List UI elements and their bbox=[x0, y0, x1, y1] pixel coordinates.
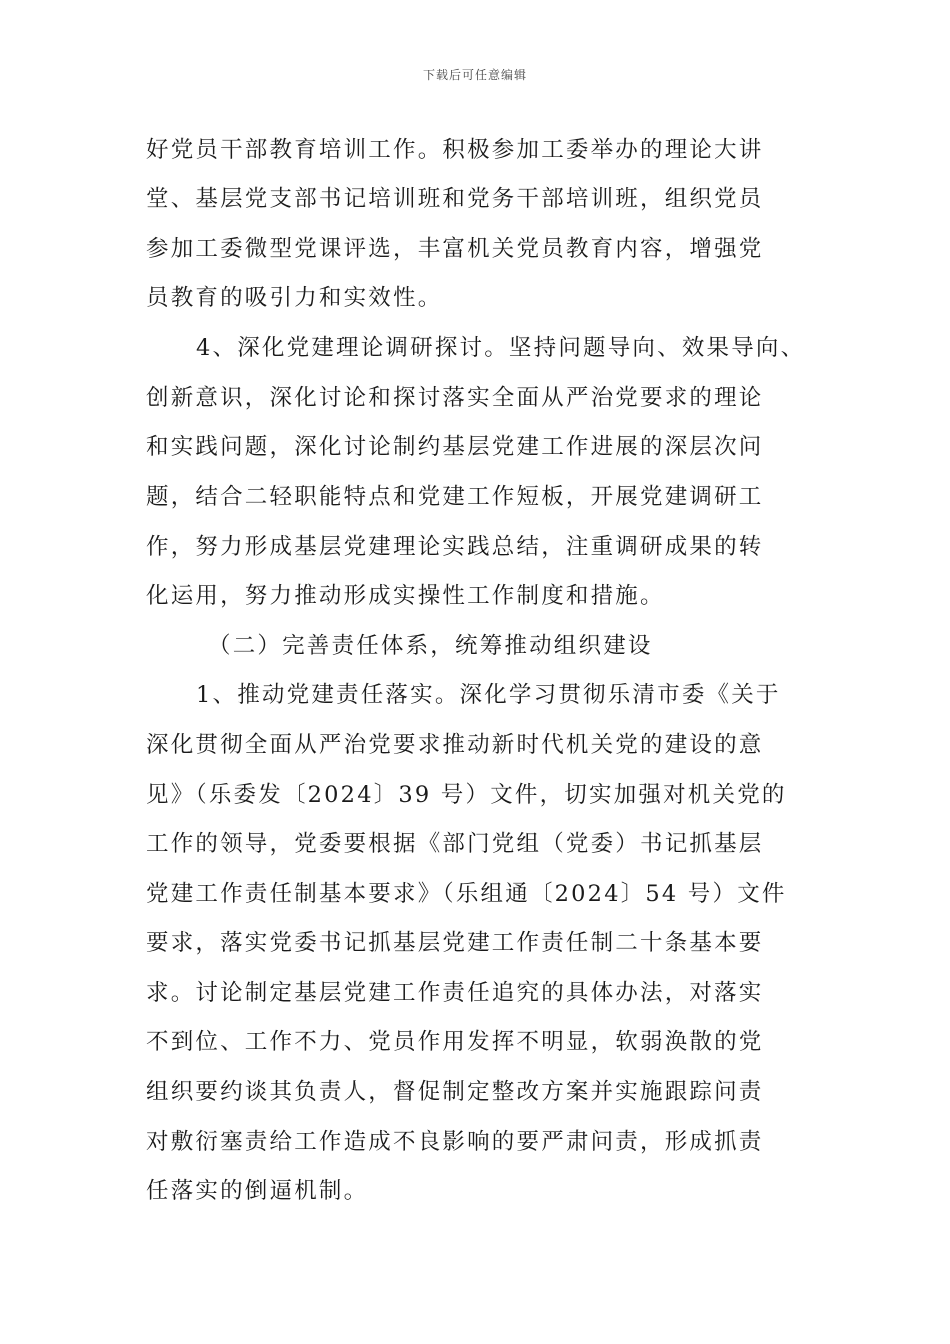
paragraph-line: 好党员干部教育培训工作。积极参加工委举办的理论大讲 bbox=[146, 137, 764, 163]
paragraph-line: 创新意识，深化讨论和探讨落实全面从严治党要求的理论 bbox=[146, 385, 764, 411]
paragraph-line: 深化贯彻全面从严治党要求推动新时代机关党的建设的意 bbox=[146, 732, 764, 758]
paragraph-line: 1、推动党建责任落实。深化学习贯彻乐清市委《关于 bbox=[196, 682, 781, 708]
paragraph-line: 求。讨论制定基层党建工作责任追究的具体办法，对落实 bbox=[146, 980, 764, 1006]
paragraph-line: 组织要约谈其负责人，督促制定整改方案并实施跟踪问责 bbox=[146, 1079, 764, 1105]
paragraph-line: 化运用，努力推动形成实操性工作制度和措施。 bbox=[146, 583, 665, 609]
paragraph-line: 堂、基层党支部书记培训班和党务干部培训班，组织党员 bbox=[146, 186, 764, 212]
section-heading: （二）完善责任体系，统筹推动组织建设 bbox=[208, 633, 653, 659]
paragraph-line: 党建工作责任制基本要求》（乐组通〔2024〕54 号）文件 bbox=[146, 881, 787, 907]
paragraph-line: 员教育的吸引力和实效性。 bbox=[146, 285, 443, 311]
paragraph-line: 见》（乐委发〔2024〕39 号）文件，切实加强对机关党的 bbox=[146, 782, 787, 808]
paragraph-line: 不到位、工作不力、党员作用发挥不明显，软弱涣散的党 bbox=[146, 1029, 764, 1055]
paragraph-line: 作，努力形成基层党建理论实践总结，注重调研成果的转 bbox=[146, 534, 764, 560]
paragraph-line: 题，结合二轻职能特点和党建工作短板，开展党建调研工 bbox=[146, 484, 764, 510]
page-header-note: 下载后可任意编辑 bbox=[422, 68, 527, 82]
paragraph-line: 4、深化党建理论调研探讨。坚持问题导向、效果导向、 bbox=[196, 335, 806, 361]
paragraph-line: 和实践问题，深化讨论制约基层党建工作进展的深层次问 bbox=[146, 434, 764, 460]
paragraph-line: 参加工委微型党课评选，丰富机关党员教育内容，增强党 bbox=[146, 236, 764, 262]
paragraph-line: 对敷衍塞责给工作造成不良影响的要严肃问责，形成抓责 bbox=[146, 1129, 764, 1155]
paragraph-line: 任落实的倒逼机制。 bbox=[146, 1178, 369, 1204]
paragraph-line: 要求，落实党委书记抓基层党建工作责任制二十条基本要 bbox=[146, 930, 764, 956]
paragraph-line: 工作的领导，党委要根据《部门党组（党委）书记抓基层 bbox=[146, 831, 764, 857]
